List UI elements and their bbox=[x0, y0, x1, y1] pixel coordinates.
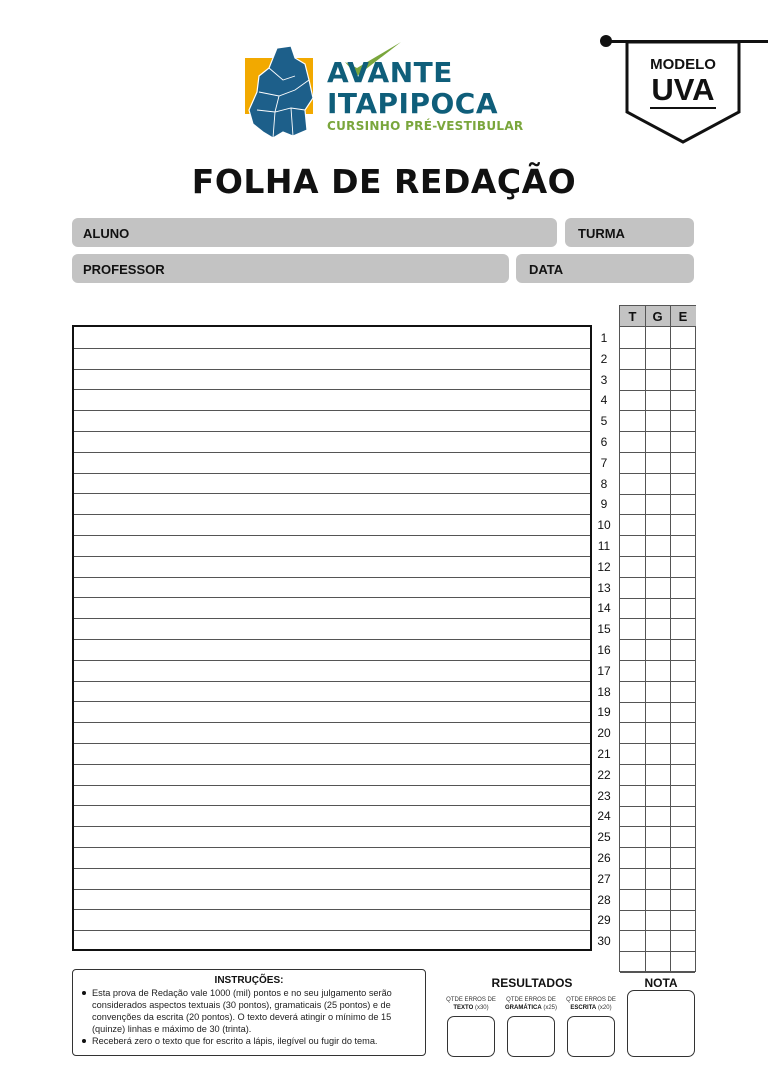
writing-line bbox=[74, 556, 590, 557]
writing-line bbox=[74, 847, 590, 848]
grid-header-g: G bbox=[645, 306, 670, 326]
results-label-factor: (x20) bbox=[597, 1005, 612, 1011]
line-number: 3 bbox=[600, 372, 608, 387]
grid-header-e: E bbox=[670, 306, 696, 326]
grid-row-divider bbox=[620, 910, 695, 911]
grid-row-divider bbox=[620, 369, 695, 370]
student-field[interactable] bbox=[72, 218, 557, 247]
results-title: RESULTADOS bbox=[491, 976, 573, 990]
writing-line bbox=[74, 701, 590, 702]
writing-line bbox=[74, 348, 590, 349]
grid-row-divider bbox=[620, 826, 695, 827]
line-number: 16 bbox=[597, 643, 611, 657]
line-number: 18 bbox=[597, 684, 611, 699]
results-label-prefix: QTDE ERROS DE bbox=[506, 997, 556, 1003]
results-box-text[interactable] bbox=[447, 1016, 495, 1057]
results-label-prefix: QTDE ERROS DE bbox=[566, 997, 616, 1003]
grid-row-divider bbox=[620, 348, 695, 349]
results-label-writing bbox=[559, 996, 623, 1012]
writing-line bbox=[74, 764, 590, 765]
line-number: 23 bbox=[597, 788, 611, 803]
writing-line bbox=[74, 618, 590, 619]
grid-row-divider bbox=[620, 326, 695, 327]
grid-row-divider bbox=[620, 681, 695, 682]
grid-row-divider bbox=[620, 390, 695, 391]
writing-line bbox=[74, 514, 590, 515]
writing-line bbox=[74, 452, 590, 453]
writing-line bbox=[74, 431, 590, 432]
logo-line-1: AVANTE bbox=[327, 56, 453, 89]
results-label-name: TEXTO bbox=[453, 1005, 474, 1011]
line-number: 26 bbox=[597, 851, 611, 865]
line-number: 21 bbox=[597, 747, 611, 761]
grid-header-t: T bbox=[620, 306, 645, 326]
writing-line bbox=[74, 889, 590, 890]
results-label-grammar bbox=[499, 996, 563, 1012]
student-field-label: ALUNO bbox=[83, 226, 130, 241]
logo-line-2: ITAPIPOCA bbox=[327, 87, 498, 120]
badge-hanger-dot bbox=[600, 35, 612, 47]
line-number: 1 bbox=[600, 331, 608, 345]
line-number: 6 bbox=[600, 435, 608, 449]
writing-area[interactable] bbox=[72, 325, 592, 951]
writing-line bbox=[74, 743, 590, 744]
logo-line-3: CURSINHO PRÉ-VESTIBULAR bbox=[327, 119, 524, 133]
grid-row-divider bbox=[620, 868, 695, 869]
results-label-factor: (x25) bbox=[543, 1005, 557, 1011]
line-number: 2 bbox=[600, 351, 608, 366]
instructions-title: INSTRUÇÕES: bbox=[214, 975, 284, 986]
grid-row-divider bbox=[620, 660, 695, 661]
results-label-prefix: QTDE ERROS DE bbox=[446, 997, 496, 1003]
line-number: 30 bbox=[597, 934, 611, 949]
class-field-label: TURMA bbox=[578, 226, 625, 241]
writing-line bbox=[74, 369, 590, 370]
writing-line bbox=[74, 473, 590, 474]
line-number: 10 bbox=[597, 518, 611, 533]
writing-line bbox=[74, 868, 590, 869]
writing-line bbox=[74, 805, 590, 806]
line-number: 9 bbox=[600, 497, 608, 512]
grid-row-divider bbox=[620, 577, 695, 578]
line-number: 13 bbox=[597, 580, 611, 595]
instruction-item: Receberá zero o texto que for escrito a lápis, ilegível ou fugir do tema. bbox=[81, 1035, 417, 1047]
line-number: 24 bbox=[597, 809, 611, 824]
writing-line bbox=[74, 410, 590, 411]
grid-row-divider bbox=[620, 598, 695, 599]
results-label-factor: (x30) bbox=[474, 1005, 489, 1011]
teacher-field-label: PROFESSOR bbox=[83, 262, 165, 277]
grade-box[interactable] bbox=[627, 990, 695, 1057]
results-box-writing[interactable] bbox=[567, 1016, 615, 1057]
grid-row-divider bbox=[620, 556, 695, 557]
grid-row-divider bbox=[620, 764, 695, 765]
writing-line bbox=[74, 909, 590, 910]
line-number: 19 bbox=[597, 705, 611, 720]
results-label-name: ESCRITA bbox=[570, 1005, 597, 1011]
grid-row-divider bbox=[620, 514, 695, 515]
badge-underline bbox=[650, 107, 716, 109]
badge-label: MODELO bbox=[650, 56, 716, 73]
line-number: 25 bbox=[597, 830, 611, 845]
writing-line bbox=[74, 389, 590, 390]
writing-line bbox=[74, 826, 590, 827]
grid-row-divider bbox=[620, 535, 695, 536]
grid-row-divider bbox=[620, 473, 695, 474]
correction-grid bbox=[619, 305, 696, 972]
line-number: 14 bbox=[597, 601, 611, 616]
instruction-item: Esta prova de Redação vale 1000 (mil) pontos e no seu julgamento serão considerados aspectos textuais (30 pontos), gramaticais (25 pontos) e de convenções da escrita (20 pontos). O texto deverá atingir o mínimo de 15 (quinze) linhas e máximo de 30 (trinta). bbox=[81, 987, 417, 1035]
grid-row-divider bbox=[620, 452, 695, 453]
line-number: 7 bbox=[600, 455, 608, 470]
grid-row-divider bbox=[620, 494, 695, 495]
logo-map-icon bbox=[243, 40, 321, 148]
teacher-field[interactable] bbox=[72, 254, 509, 283]
date-field[interactable] bbox=[516, 254, 694, 283]
grid-row-divider bbox=[620, 972, 695, 973]
grid-row-divider bbox=[620, 743, 695, 744]
class-field[interactable] bbox=[565, 218, 694, 247]
line-number: 27 bbox=[597, 871, 611, 886]
grid-row-divider bbox=[620, 639, 695, 640]
grid-row-divider bbox=[620, 889, 695, 890]
writing-line bbox=[74, 681, 590, 682]
badge-model: UVA bbox=[651, 72, 715, 107]
writing-line bbox=[74, 639, 590, 640]
line-number: 5 bbox=[600, 414, 608, 429]
logo bbox=[243, 40, 533, 150]
writing-line bbox=[74, 597, 590, 598]
grid-row-divider bbox=[620, 847, 695, 848]
line-number: 4 bbox=[600, 393, 608, 408]
writing-line bbox=[74, 785, 590, 786]
grid-row-divider bbox=[620, 930, 695, 931]
grid-row-divider bbox=[620, 722, 695, 723]
grid-row-divider bbox=[620, 806, 695, 807]
line-number: 11 bbox=[597, 539, 611, 553]
grid-row-divider bbox=[620, 785, 695, 786]
date-field-label: DATA bbox=[529, 262, 564, 277]
line-number: 12 bbox=[597, 559, 611, 574]
results-label-name: GRAMÁTICA bbox=[504, 1005, 542, 1011]
grid-row-divider bbox=[620, 702, 695, 703]
line-number: 17 bbox=[597, 663, 611, 678]
line-number: 8 bbox=[600, 476, 608, 491]
writing-line bbox=[74, 493, 590, 494]
writing-line bbox=[74, 577, 590, 578]
page-title: FOLHA DE REDAÇÃO bbox=[191, 162, 577, 201]
grid-row-divider bbox=[620, 618, 695, 619]
line-number: 15 bbox=[597, 622, 611, 637]
results-box-grammar[interactable] bbox=[507, 1016, 555, 1057]
line-number: 22 bbox=[597, 767, 611, 782]
grid-row-divider bbox=[620, 951, 695, 952]
writing-line bbox=[74, 722, 590, 723]
writing-line bbox=[74, 660, 590, 661]
writing-line bbox=[74, 930, 590, 931]
instructions-box bbox=[72, 969, 426, 1056]
grid-row-divider bbox=[620, 431, 695, 432]
grid-row-divider bbox=[620, 410, 695, 411]
grade-title: NOTA bbox=[644, 976, 678, 990]
results-label-text bbox=[439, 996, 503, 1012]
line-number: 29 bbox=[597, 913, 611, 928]
line-number: 20 bbox=[597, 726, 611, 741]
line-number: 28 bbox=[597, 892, 611, 907]
writing-line bbox=[74, 535, 590, 536]
instructions-list bbox=[81, 987, 417, 1047]
